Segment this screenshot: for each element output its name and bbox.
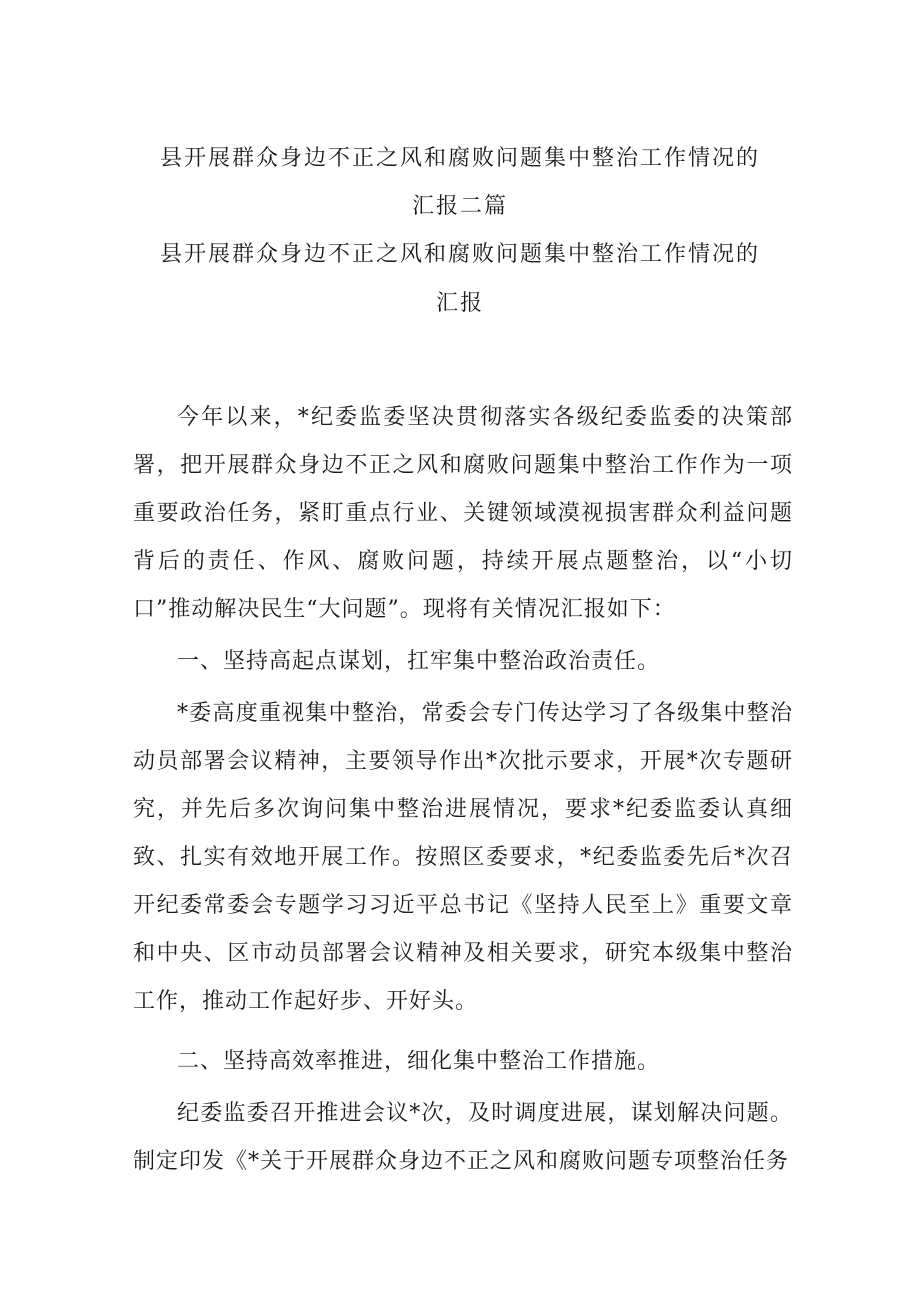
intro-paragraph: 今年以来，*纪委监委坚决贯彻落实各级纪委监委的决策部署，把开展群众身边不正之风和腐败问题集中整治工作作为一项重要政治任务，紧盯重点行业、关键领域漠视损害群众利益问题背后的责任、作风、腐败问题，持续开展点题整治，以“小切口”推动解决民生“大问题”。现将有关情况汇报如下：	[133, 405, 793, 622]
document-body	[133, 394, 793, 1186]
section-heading-1: 一、坚持高起点谋划，扛牢集中整治政治责任。	[177, 649, 661, 674]
document-title-line-1: 县开展群众身边不正之风和腐败问题集中整治工作情况的	[159, 146, 760, 171]
section-heading-2: 二、坚持高效率推进，细化集中整治工作措施。	[177, 1049, 661, 1074]
document-title-line-2: 汇报二篇	[411, 194, 508, 219]
section-1-paragraph: *委高度重视集中整治，常委会专门传达学习了各级集中整治动员部署会议精神，主要领导作出*次批示要求，开展*次专题研究，并先后多次询问集中整治进展情况，要求*纪委监委认真细致、扎实有效地开展工作。按照区委要求，*纪委监委先后*次召开纪委常委会专题学习习近平总书记《坚持人民至上》重要文章和中央、区市动员部署会议精神及相关要求，研究本级集中整治工作，推动工作起好步、开好头。	[133, 701, 793, 1014]
document-title-line-3: 县开展群众身边不正之风和腐败问题集中整治工作情况的	[159, 242, 760, 267]
document-title-line-4: 汇报	[435, 291, 484, 316]
section-2-paragraph: 纪委监委召开推进会议*次，及时调度进展，谋划解决问题。制定印发《*关于开展群众身边不正之风和腐败问题专项整治任务	[133, 1101, 793, 1174]
